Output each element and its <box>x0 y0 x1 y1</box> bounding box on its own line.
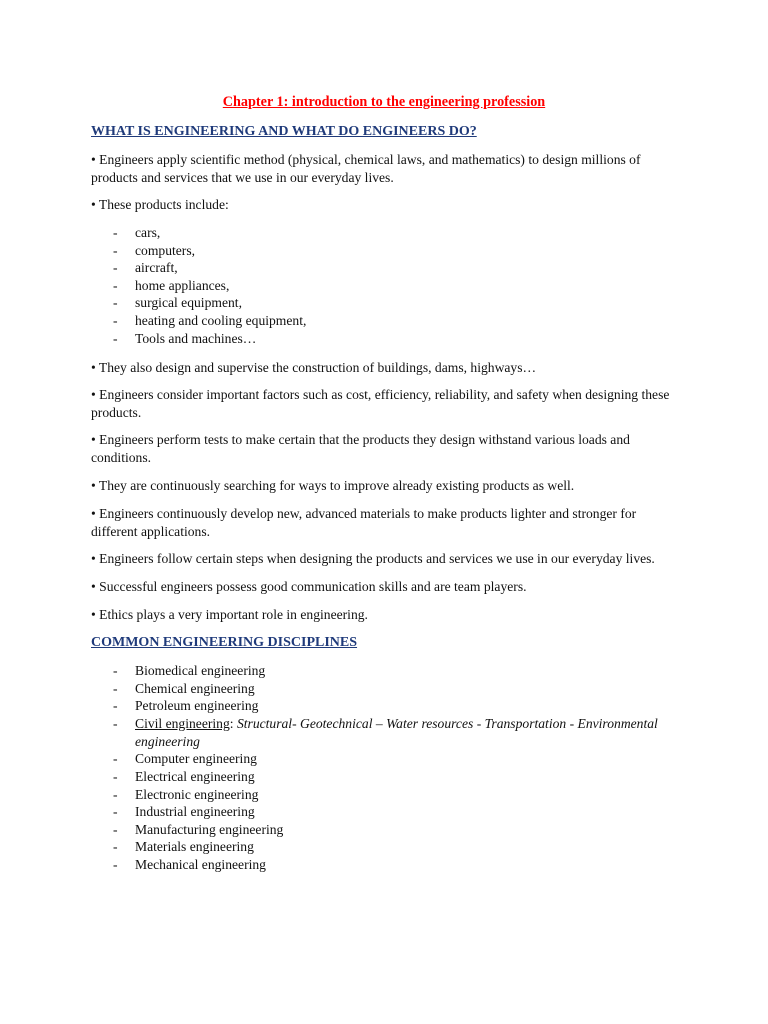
list-marker: - <box>113 751 118 767</box>
list-item-text: surgical equipment, <box>135 295 242 311</box>
paragraph-scientific-method: • Engineers apply scientific method (physical, chemical laws, and mathematics) to design millions of products and services that we use in our everyday lives. <box>91 152 641 185</box>
section-heading-disciplines: COMMON ENGINEERING DISCIPLINES <box>91 635 358 650</box>
paragraph-advanced-materials: • Engineers continuously develop new, advanced materials to make products lighter and stronger for different applications. <box>91 506 637 539</box>
list-item <box>91 856 675 874</box>
list-item <box>91 803 675 821</box>
paragraph-tests: • Engineers perform tests to make certain that the products they design withstand various loads and conditions. <box>91 432 630 465</box>
list-item-text: Chemical engineering <box>135 680 255 696</box>
list-marker: - <box>113 698 118 714</box>
list-marker: - <box>113 663 118 678</box>
paragraph-communication-skills: • Successful engineers possess good communication skills and are team players. <box>91 579 527 594</box>
list-item <box>91 312 306 330</box>
list-marker: - <box>113 225 118 240</box>
list-item-text: Materials engineering <box>135 839 254 855</box>
list-item-text: Mechanical engineering <box>135 856 266 872</box>
list-item <box>91 277 306 295</box>
list-item <box>91 838 675 856</box>
list-item-text: Electronic engineering <box>135 786 259 802</box>
list-item-civil-engineering <box>91 715 675 751</box>
list-marker: - <box>113 330 118 346</box>
list-item <box>91 294 306 312</box>
list-item <box>91 768 675 786</box>
civil-engineering-label: Civil engineering <box>135 715 230 731</box>
list-item <box>91 224 306 242</box>
list-item-text: heating and cooling equipment, <box>135 312 307 328</box>
list-item <box>91 680 675 698</box>
paragraph-important-factors: • Engineers consider important factors such as cost, efficiency, reliability, and safety when designing these products. <box>91 387 670 420</box>
disciplines-list <box>91 662 675 874</box>
list-item <box>91 662 675 680</box>
list-item <box>91 821 675 839</box>
list-item <box>91 697 675 715</box>
list-marker: - <box>113 242 118 258</box>
list-item <box>91 330 306 348</box>
list-marker: - <box>113 312 118 328</box>
list-item-text: computers, <box>135 242 196 258</box>
list-item-text: home appliances, <box>135 277 230 293</box>
paragraph-products-include: • These products include: <box>91 197 229 212</box>
paragraph-improve-products: • They are continuously searching for ways to improve already existing products as well. <box>91 478 575 493</box>
list-item-text: Petroleum engineering <box>135 698 259 714</box>
paragraph-ethics: • Ethics plays a very important role in engineering. <box>91 607 368 622</box>
list-item-text: aircraft, <box>135 260 178 276</box>
list-marker: - <box>113 839 118 855</box>
section-heading-what-is-engineering: WHAT IS ENGINEERING AND WHAT DO ENGINEERS DO? <box>91 124 477 139</box>
list-marker: - <box>113 768 118 784</box>
civil-engineering-colon: : <box>229 715 237 731</box>
chapter-title: Chapter 1: introduction to the engineering profession <box>222 94 546 110</box>
list-item <box>91 259 306 277</box>
list-marker: - <box>113 680 118 696</box>
list-marker: - <box>113 804 118 820</box>
list-item-text: Electrical engineering <box>135 768 255 784</box>
list-item-text: Industrial engineering <box>135 804 255 820</box>
list-item-text: Biomedical engineering <box>135 663 266 678</box>
list-item-text: Computer engineering <box>135 751 257 767</box>
list-marker: - <box>113 295 118 311</box>
list-marker: - <box>113 277 118 293</box>
list-marker: - <box>113 821 118 837</box>
paragraph-construction: • They also design and supervise the construction of buildings, dams, highways… <box>91 360 537 375</box>
list-item-text: cars, <box>135 225 161 240</box>
list-marker: - <box>113 260 118 276</box>
list-item <box>91 786 675 804</box>
civil-engineering-subfields: Structural- Geotechnical – Water resources - Transportation - Environmental engineering <box>135 715 658 749</box>
paragraph-design-steps: • Engineers follow certain steps when designing the products and services we use in our everyday lives. <box>91 551 655 566</box>
list-marker: - <box>113 786 118 802</box>
list-item <box>91 750 675 768</box>
list-item <box>91 242 306 260</box>
list-marker: - <box>113 715 118 731</box>
products-list <box>91 224 306 347</box>
list-marker: - <box>113 856 118 872</box>
list-item-text: Tools and machines… <box>135 330 257 346</box>
list-item-text: Manufacturing engineering <box>135 821 284 837</box>
